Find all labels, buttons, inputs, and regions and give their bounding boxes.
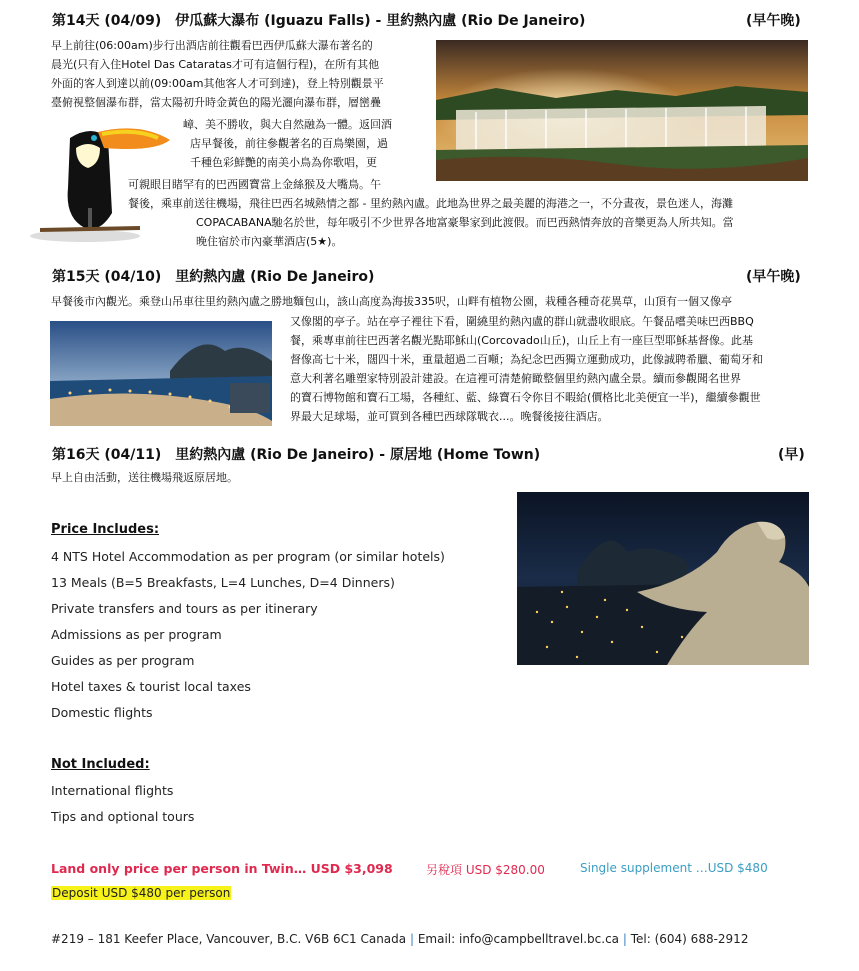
footer-separator: | xyxy=(409,932,415,946)
excludes-item: Tips and optional tours xyxy=(51,809,195,824)
footer-address: #219 – 181 Keefer Place, Vancouver, B.C. V6B 6C1 Canada xyxy=(51,932,407,946)
footer-email[interactable]: Email: info@campbelltravel.bc.ca xyxy=(417,932,620,946)
includes-item: Domestic flights xyxy=(51,705,153,720)
footer xyxy=(51,932,748,946)
day15-title: 第15天 (04/10) 里約熱內盧 (Rio De Janeiro) xyxy=(52,269,375,285)
includes-item: Hotel taxes & tourist local taxes xyxy=(51,679,251,694)
includes-item: Admissions as per program xyxy=(51,627,222,642)
not-included-heading: Not Included: xyxy=(51,757,150,772)
copacabana-photo xyxy=(50,321,272,426)
tax-amount: 另稅項 USD $280.00 xyxy=(426,863,545,877)
includes-item: Guides as per program xyxy=(51,653,195,668)
footer-separator: | xyxy=(622,932,627,946)
excludes-item: International flights xyxy=(51,783,174,798)
rio-night-christ-photo xyxy=(517,492,809,665)
land-only-price: Land only price per person in Twin… USD $3,098 xyxy=(51,861,393,876)
day16-meals: (早) xyxy=(778,447,805,463)
day16-title: 第16天 (04/11) 里約熱內盧 (Rio De Janeiro) - 原居地 (Home Town) xyxy=(52,447,541,463)
price-includes-heading: Price Includes: xyxy=(51,522,160,537)
includes-item: 13 Meals (B=5 Breakfasts, L=4 Lunches, D=4 Dinners) xyxy=(51,575,395,590)
includes-item: 4 NTS Hotel Accommodation as per program (or similar hotels) xyxy=(51,549,445,564)
deposit-highlight: Deposit USD $480 per person xyxy=(52,886,231,900)
day14-meals: (早午晚) xyxy=(746,13,801,29)
includes-item: Private transfers and tours as per itinerary xyxy=(51,601,318,616)
single-supplement: Single supplement …USD $480 xyxy=(580,861,768,875)
day15-meals: (早午晚) xyxy=(746,269,801,285)
iguazu-falls-photo xyxy=(436,40,808,181)
footer-phone[interactable]: Tel: (604) 688-2912 xyxy=(630,932,749,946)
day14-title: 第14天 (04/09) 伊瓜蘇大瀑布 (Iguazu Falls) - 里約熱內盧 (Rio De Janeiro) xyxy=(52,13,586,29)
